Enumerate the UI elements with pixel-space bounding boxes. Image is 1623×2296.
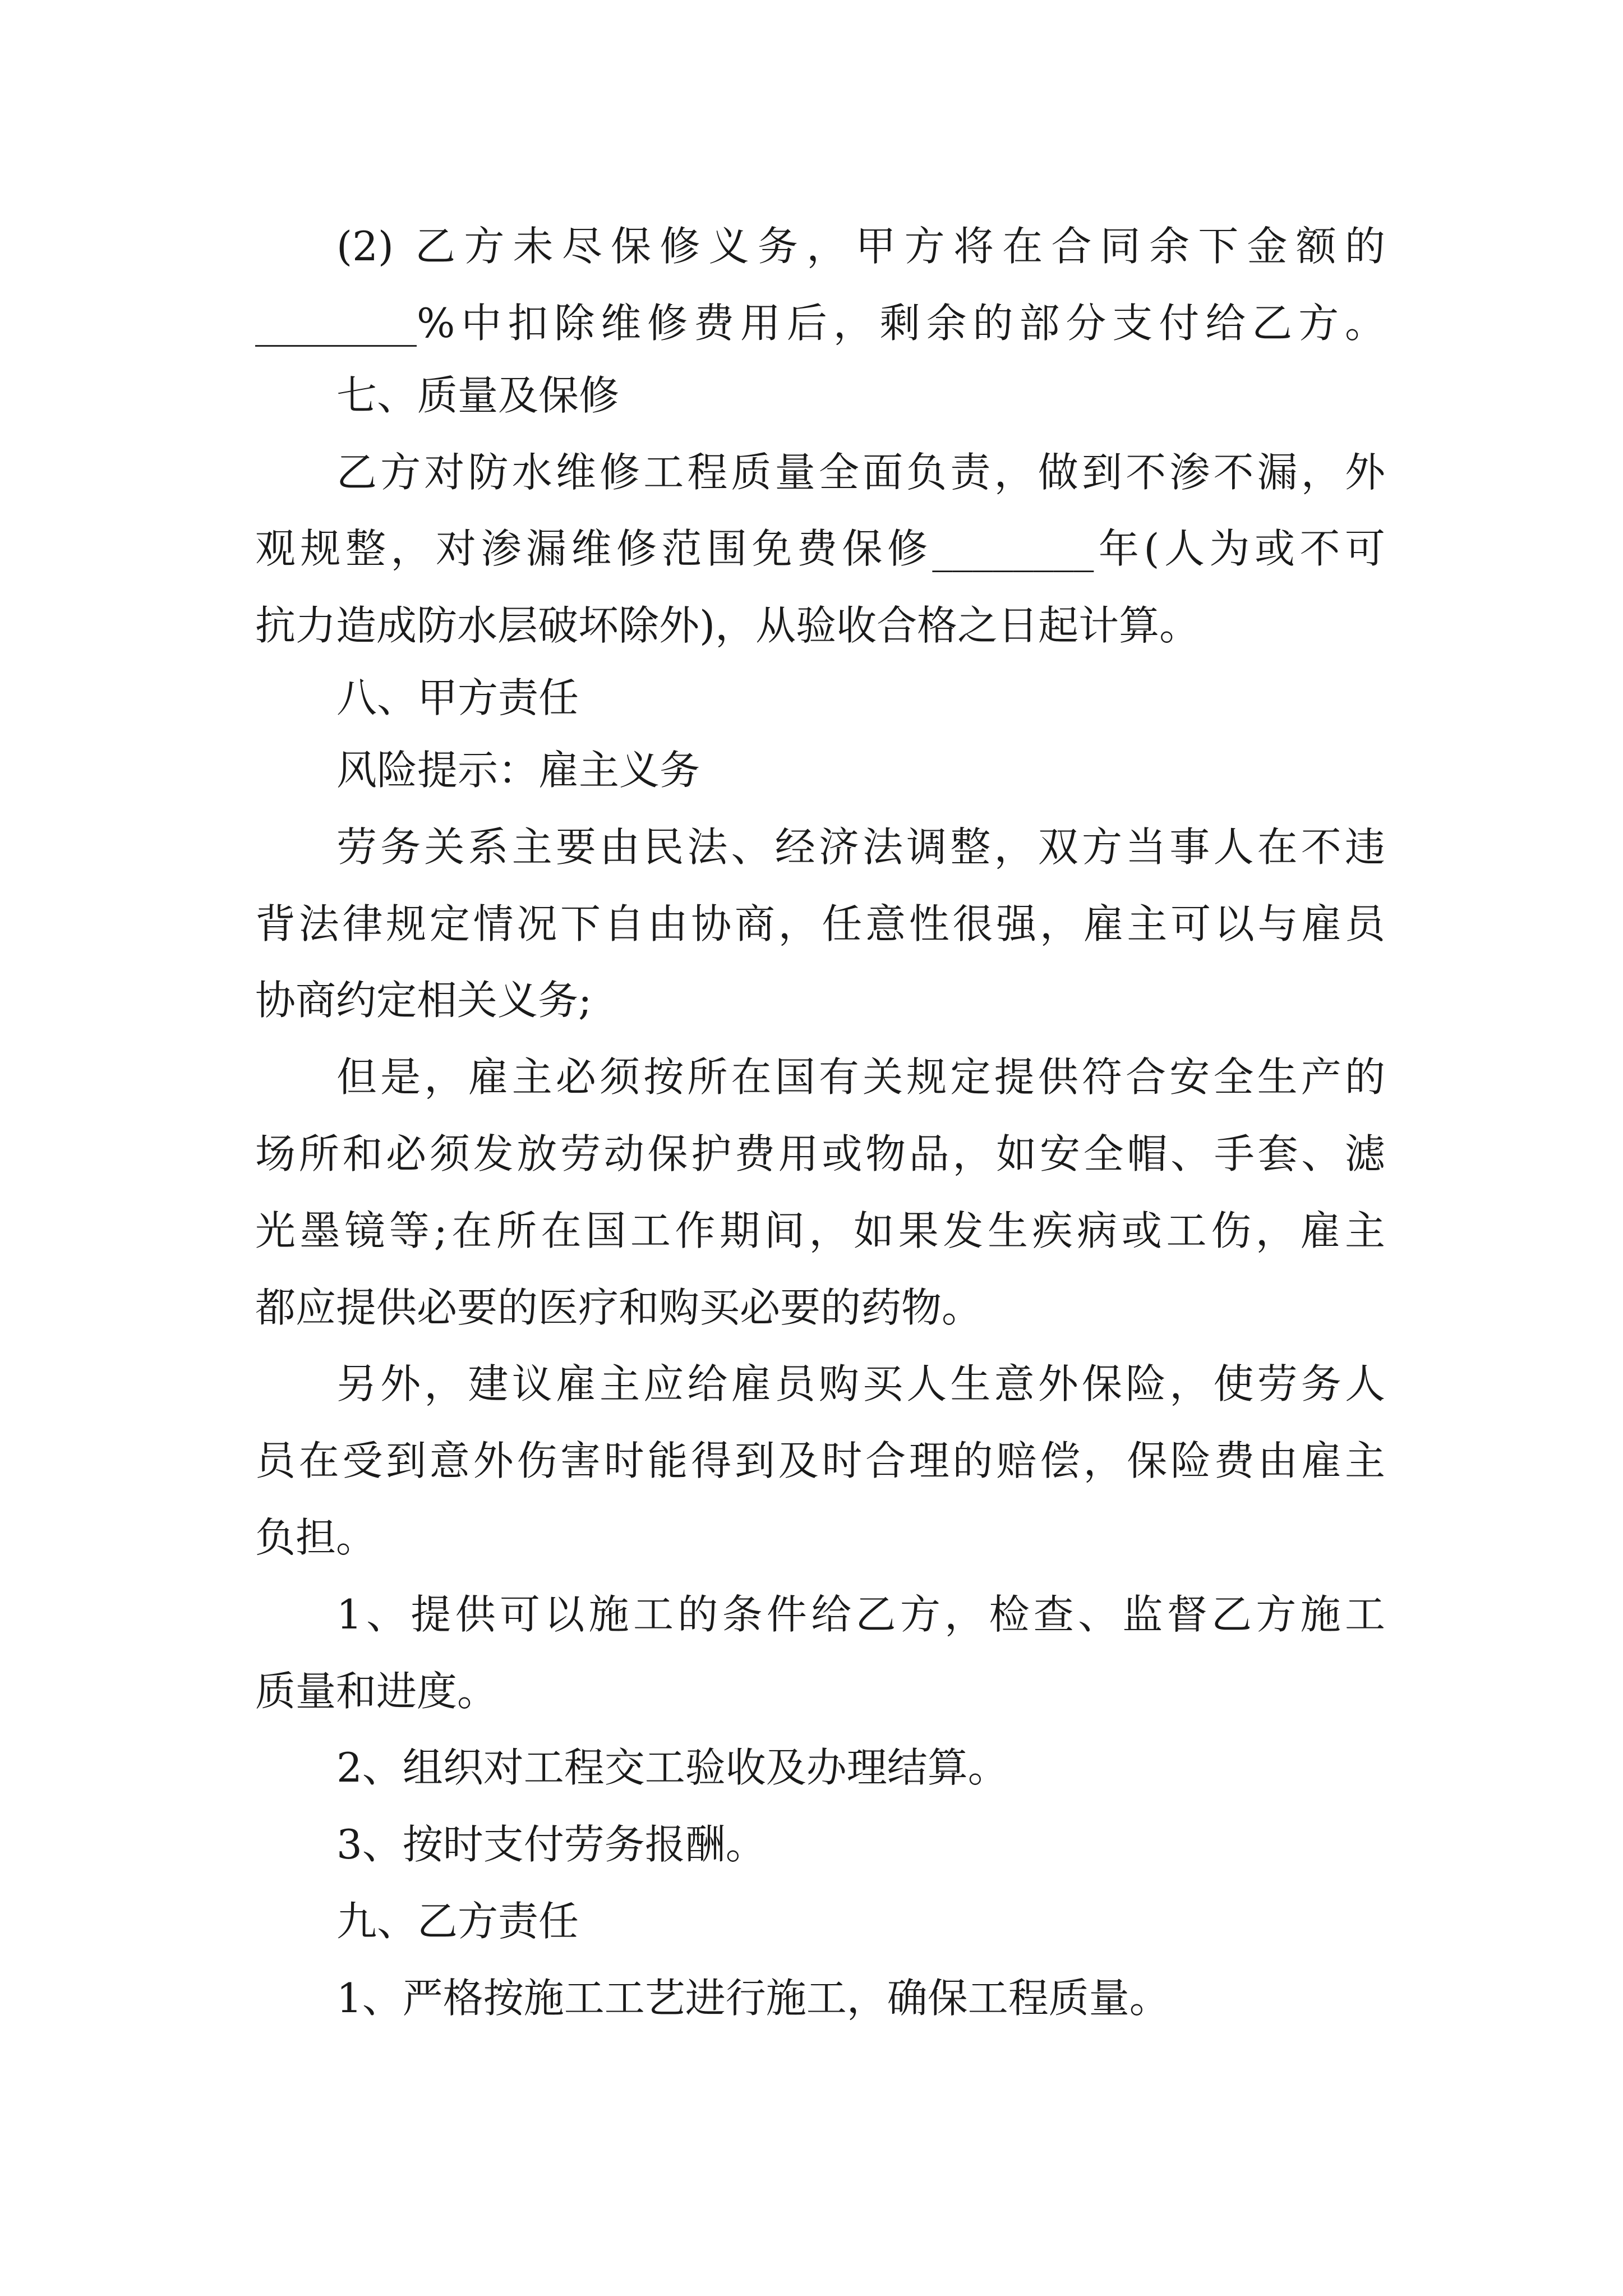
list-item: 3、按时支付劳务报酬。: [336, 1821, 766, 1868]
paragraph-line: 但是，雇主必须按所在国有关规定提供符合安全生产的: [336, 1053, 1385, 1101]
paragraph-line: 质量和进度。: [255, 1668, 498, 1715]
paragraph-line: ________%中扣除维修费用后，剩余的部分支付给乙方。: [255, 300, 1385, 347]
paragraph-line: 员在受到意外伤害时能得到及时合理的赔偿，保险费由雇主: [255, 1437, 1385, 1484]
list-item: 1、严格按施工工艺进行施工，确保工程质量。: [336, 1975, 1170, 2022]
paragraph-line: (2) 乙方未尽保修义务，甲方将在合同余下金额的: [336, 223, 1385, 270]
section-heading: 七、质量及保修: [336, 372, 620, 419]
paragraph-line: 观规整，对渗漏维修范围免费保修________年(人为或不可: [255, 525, 1385, 572]
risk-note-heading: 风险提示：雇主义务: [336, 747, 700, 794]
paragraph-line: 乙方对防水维修工程质量全面负责，做到不渗不漏，外: [336, 449, 1385, 496]
section-heading: 九、乙方责任: [336, 1898, 579, 1945]
section-heading: 八、甲方责任: [336, 674, 579, 721]
list-item: 1、提供可以施工的条件给乙方，检查、监督乙方施工: [336, 1591, 1385, 1638]
paragraph-line: 协商约定相关义务;: [255, 977, 592, 1024]
paragraph-line: 另外，建议雇主应给雇员购买人生意外保险，使劳务人: [336, 1360, 1385, 1407]
paragraph-line: 背法律规定情况下自由协商，任意性很强，雇主可以与雇员: [255, 900, 1385, 947]
paragraph-line: 劳务关系主要由民法、经济法调整，双方当事人在不违: [336, 823, 1385, 871]
paragraph-line: 场所和必须发放劳动保护费用或物品，如安全帽、手套、滤: [255, 1130, 1385, 1177]
paragraph-line: 都应提供必要的医疗和购买必要的药物。: [255, 1284, 983, 1331]
list-item: 2、组织对工程交工验收及办理结算。: [336, 1744, 1008, 1791]
paragraph-line: 负担。: [255, 1514, 377, 1561]
paragraph-line: 抗力造成防水层破坏除外)，从验收合格之日起计算。: [255, 602, 1200, 649]
paragraph-line: 光墨镜等;在所在国工作期间，如果发生疾病或工伤，雇主: [255, 1207, 1385, 1254]
